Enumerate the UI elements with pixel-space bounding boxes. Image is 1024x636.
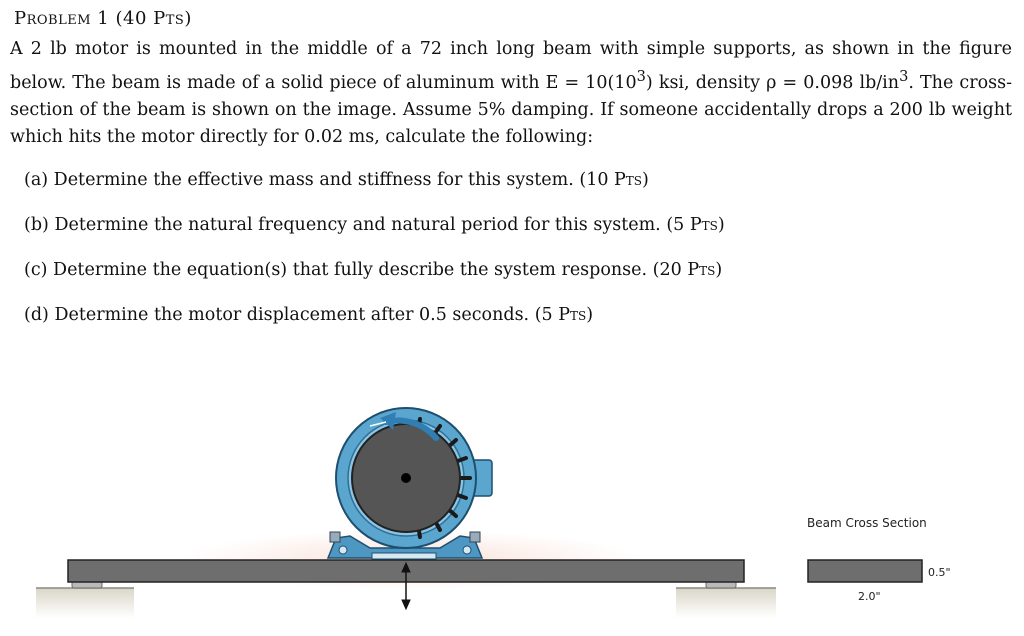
part-label: (d) [24,305,49,325]
cross-section-title: Beam Cross Section [807,516,927,530]
problem-title [14,8,192,29]
part-a [24,166,725,211]
part-points: (10 Pts) [579,170,649,190]
cross-section-width-label: 2.0" [858,590,881,603]
part-text: Determine the motor displacement after 0.5 seconds. [54,305,530,325]
part-points: (5 Pts) [666,215,725,235]
part-c [24,256,725,301]
statement-part-1: A 2 lb motor is mounted in the middle of a 72 inch long beam with simple supports, as shown in the figure below. The beam is made of a solid piece of aluminum with E = 10(10 [10,39,1012,93]
problem-points-open: (40 [115,8,147,29]
part-points: (20 Pts) [652,260,723,280]
part-text: Determine the natural frequency and natural period for this system. [54,215,661,235]
exponent-1: 3 [636,68,646,85]
cross-section-rect [808,560,922,582]
rotor-center-dot [401,473,411,483]
problem-statement [10,36,1012,151]
right-ground [676,588,776,618]
statement-part-2: ) ksi, density ρ = 0.098 lb/in [645,72,900,93]
part-b [24,211,725,256]
part-text: Determine the effective mass and stiffness for this system. [53,170,574,190]
part-label: (c) [24,260,48,280]
statement-part-3: . The cross-section of the beam is shown on the image. Assume 5% damping. If someone accidentally drops a 200 lb weight which hits the motor directly for 0.02 ms, calculate the following: [10,72,1012,147]
problem-word: Problem [14,8,92,29]
problem-number: 1 [97,8,110,29]
left-ground [36,588,134,618]
part-label: (a) [24,170,49,190]
part-points: (5 Pts) [534,305,594,325]
parts-list [24,166,725,346]
part-d [24,301,725,346]
cross-section-height-label: 0.5" [928,566,951,579]
part-text: Determine the equation(s) that fully describe the system response. [53,260,648,280]
exponent-2: 3 [899,68,909,85]
problem-points-unit: Pts) [153,8,192,29]
part-label: (b) [24,215,49,235]
